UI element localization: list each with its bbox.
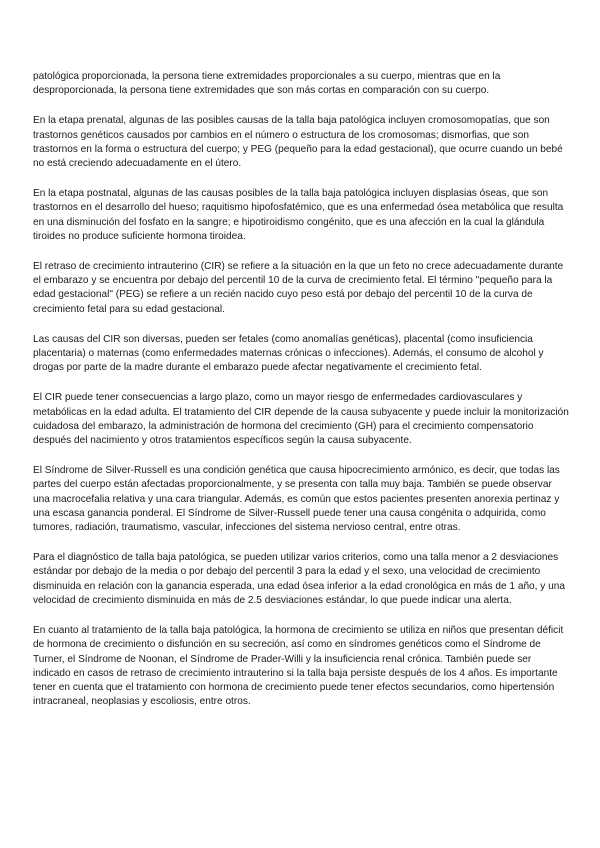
paragraph-tratamiento: En cuanto al tratamiento de la talla baja patológica, la hormona de crecimiento se utiliza en niños que presentan déficit de hormona de crecimiento o disfunción en su secreción, así como en síndromes genéticos como el Síndrome de Turner, el Síndrome de Noonan, el Síndrome de Prader-Willi y la insuficiencia renal crónica. También puede ser indicado en casos de retraso de crecimiento intrauterino si la talla baja persiste después de los 4 años. Es importante tener en cuenta que el tratamiento con hormona de crecimiento puede tener efectos secundarios, como hipertensión intracraneal, neoplasias y escoliosis, entre otros. <box>33 625 564 708</box>
paragraph-etapa-postnatal: En la etapa postnatal, algunas de las causas posibles de la talla baja patológica incluyen displasias óseas, que son trastornos en el desarrollo del hueso; raquitismo hipofosfatémico, que es una enfermedad ósea metabólica que resulta en una disminución del fosfato en la sangre; e hipotiroidismo congénito, que es una afección en la cual la glándula tiroides no produce suficiente hormona tiroidea. <box>33 188 564 242</box>
paragraph-cir-causas: Las causas del CIR son diversas, pueden ser fetales (como anomalías genéticas), placental (como insuficiencia placentaria) o maternas (como enfermedades maternas crónicas o infecciones). Además, el consumo de alcohol y drogas por parte de la madre durante el embarazo puede afectar negativamente el crecimiento fetal. <box>33 333 544 374</box>
document-page <box>33 70 571 725</box>
paragraph-diagnostico: Para el diagnóstico de talla baja patológica, se pueden utilizar varios criterios, como una talla menor a 2 desviaciones estándar por debajo de la media o por debajo del percentil 3 para la edad y el sexo, una velocidad de crecimiento disminuida en relación con la ganancia esperada, una edad ósea inferior a la edad cronológica en más de 1 año, y una velocidad de crecimiento disminuida en más de 2.5 desviaciones estándar, lo que puede indicar una alerta. <box>33 552 565 606</box>
paragraph-proporcionada: patológica proporcionada, la persona tiene extremidades proporcionales a su cuerpo, mientras que en la desproporcionada, la persona tiene extremidades que son más cortas en comparación con su cuerpo. <box>33 71 501 97</box>
paragraph-cir-consecuencias: El CIR puede tener consecuencias a largo plazo, como un mayor riesgo de enfermedades cardiovasculares y metabólicas en la edad adulta. El tratamiento del CIR depende de la causa subyacente y puede incluir la monitorización cuidadosa del embarazo, la administración de hormona del crecimiento (GH) para el crecimiento compensatorio después del nacimiento y otros tratamientos específicos según la causa subyacente. <box>33 392 569 447</box>
paragraph-cir-definicion: El retraso de crecimiento intrauterino (CIR) se refiere a la situación en la que un feto no crece adecuadamente durante el embarazo y se encuentra por debajo del percentil 10 de la curva de crecimiento fetal. El término "pequeño para la edad gestacional" (PEG) se refiere a un recién nacido cuyo peso está por debajo del percentil 10 de la curva de crecimiento fetal para su edad gestacional. <box>33 261 564 315</box>
paragraph-etapa-prenatal: En la etapa prenatal, algunas de las posibles causas de la talla baja patológica incluyen cromosomopatías, que son trastornos genéticos causados por cambios en el número o estructura de los cromosomas; dismorfias, que son trastornos en la forma o estructura del cuerpo; y PEG (pequeño para la edad gestacional), que ocurre cuando un bebé no está creciendo adecuadamente en el útero. <box>33 115 563 170</box>
paragraph-silver-russell: El Síndrome de Silver-Russell es una condición genética que causa hipocrecimiento armónico, es decir, que todas las partes del cuerpo están afectadas proporcionalmente, y se presenta con talla muy baja. También se puede observar una macrocefalia relativa y una cara triangular. Además, es común que estos pacientes presenten anorexia pertinaz y una escasa ganancia ponderal. El Síndrome de Silver-Russell puede tener una causa congénita o adquirida, como tumores, radiación, traumatismo, vascular, infecciones del sistema nervioso central, entre otras. <box>33 465 560 534</box>
